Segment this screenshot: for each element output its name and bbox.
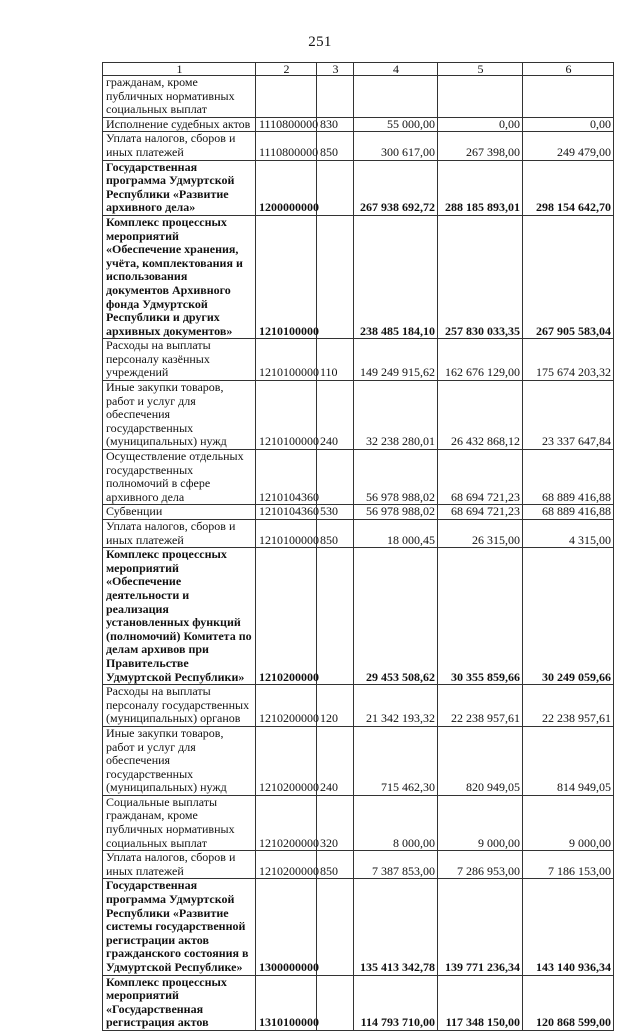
row-amount-year2-cell: 139 771 236,34 [438,879,523,975]
table-header-row [103,63,614,76]
table-row [103,520,614,548]
row-expense-type-cell: 240 [317,381,354,450]
row-amount-year3-cell: 143 140 936,34 [523,879,614,975]
row-amount-year2-cell: 26 315,00 [438,520,523,548]
row-amount-year3-cell: 7 186 153,00 [523,851,614,879]
row-code-cell: 1210104360 [256,505,317,520]
row-amount-year1-cell: 300 617,00 [354,132,438,160]
row-amount-year1-cell: 8 000,00 [354,795,438,850]
row-code-cell: 1210200000 [256,685,317,727]
row-name-cell: Иные закупки товаров, работ и услуг для обеспечения государственных (муниципальных) нужд [103,726,256,795]
table-row [103,160,614,215]
row-amount-year3-cell: 4 315,00 [523,520,614,548]
table-row [103,795,614,850]
row-amount-year2-cell: 7 286 953,00 [438,851,523,879]
row-expense-type-cell [317,76,354,118]
row-amount-year1-cell: 32 238 280,01 [354,381,438,450]
row-amount-year3-cell: 298 154 642,70 [523,160,614,215]
row-name-cell: Государственная программа Удмуртской Республики «Развитие системы государственной регистрации актов гражданского состояния в Удмуртской Республике» [103,879,256,975]
row-name-cell: Исполнение судебных актов [103,117,256,132]
row-name-cell: Расходы на выплаты персоналу государственных (муниципальных) органов [103,685,256,727]
column-header: 5 [438,63,523,76]
table-row [103,975,614,1030]
row-expense-type-cell [317,975,354,1030]
row-amount-year3-cell: 68 889 416,88 [523,450,614,505]
column-header: 2 [256,63,317,76]
row-code-cell: 1300000000 [256,879,317,975]
column-header: 1 [103,63,256,76]
table-row [103,215,614,338]
row-code-cell: 1210200000 [256,726,317,795]
row-amount-year3-cell: 22 238 957,61 [523,685,614,727]
row-name-cell: гражданам, кроме публичных нормативных социальных выплат [103,76,256,118]
row-name-cell: Субвенции [103,505,256,520]
row-amount-year1-cell: 114 793 710,00 [354,975,438,1030]
row-expense-type-cell: 850 [317,520,354,548]
column-header: 6 [523,63,614,76]
table-row [103,132,614,160]
row-amount-year2-cell: 0,00 [438,117,523,132]
row-amount-year2-cell [438,76,523,118]
row-amount-year2-cell: 162 676 129,00 [438,339,523,381]
row-name-cell: Социальные выплаты гражданам, кроме публичных нормативных социальных выплат [103,795,256,850]
row-expense-type-cell: 120 [317,685,354,727]
row-amount-year1-cell: 29 453 508,62 [354,548,438,685]
row-expense-type-cell: 850 [317,851,354,879]
row-amount-year3-cell: 120 868 599,00 [523,975,614,1030]
row-expense-type-cell [317,215,354,338]
table-row [103,450,614,505]
row-amount-year3-cell: 30 249 059,66 [523,548,614,685]
row-amount-year2-cell: 68 694 721,23 [438,505,523,520]
table-row [103,548,614,685]
row-name-cell: Уплата налогов, сборов и иных платежей [103,132,256,160]
row-amount-year3-cell [523,76,614,118]
table-row [103,76,614,118]
row-amount-year2-cell: 68 694 721,23 [438,450,523,505]
row-name-cell: Иные закупки товаров, работ и услуг для обеспечения государственных (муниципальных) нужд [103,381,256,450]
row-code-cell: 1110800000 [256,117,317,132]
row-amount-year1-cell: 135 413 342,78 [354,879,438,975]
row-amount-year1-cell: 238 485 184,10 [354,215,438,338]
table-row [103,851,614,879]
table-row [103,726,614,795]
row-amount-year1-cell: 267 938 692,72 [354,160,438,215]
row-amount-year2-cell: 30 355 859,66 [438,548,523,685]
row-amount-year1-cell: 56 978 988,02 [354,505,438,520]
row-amount-year2-cell: 26 432 868,12 [438,381,523,450]
row-expense-type-cell: 320 [317,795,354,850]
row-name-cell: Государственная программа Удмуртской Республики «Развитие архивного дела» [103,160,256,215]
row-amount-year2-cell: 9 000,00 [438,795,523,850]
row-amount-year1-cell: 715 462,30 [354,726,438,795]
row-amount-year1-cell: 21 342 193,32 [354,685,438,727]
table-row [103,339,614,381]
row-amount-year3-cell: 267 905 583,04 [523,215,614,338]
row-expense-type-cell [317,879,354,975]
row-code-cell: 1200000000 [256,160,317,215]
row-code-cell: 1210200000 [256,548,317,685]
row-name-cell: Расходы на выплаты персоналу казённых учреждений [103,339,256,381]
table-row [103,505,614,520]
row-amount-year2-cell: 820 949,05 [438,726,523,795]
row-code-cell: 1210100000 [256,215,317,338]
row-amount-year2-cell: 22 238 957,61 [438,685,523,727]
row-code-cell: 1210200000 [256,795,317,850]
row-amount-year3-cell: 0,00 [523,117,614,132]
row-expense-type-cell: 110 [317,339,354,381]
row-expense-type-cell: 530 [317,505,354,520]
budget-table [102,62,614,1031]
row-code-cell: 1210100000 [256,520,317,548]
row-code-cell: 1310100000 [256,975,317,1030]
row-expense-type-cell: 830 [317,117,354,132]
column-header: 3 [317,63,354,76]
row-amount-year3-cell: 814 949,05 [523,726,614,795]
row-expense-type-cell [317,450,354,505]
row-name-cell: Комплекс процессных мероприятий «Обеспечение деятельности и реализация установленных функций (полномочий) Комитета по делам архивов при Правительстве Удмуртской Республики» [103,548,256,685]
row-code-cell: 1210104360 [256,450,317,505]
row-code-cell: 1210100000 [256,339,317,381]
row-amount-year3-cell: 68 889 416,88 [523,505,614,520]
row-expense-type-cell: 240 [317,726,354,795]
row-expense-type-cell: 850 [317,132,354,160]
row-amount-year2-cell: 117 348 150,00 [438,975,523,1030]
row-code-cell: 1210200000 [256,851,317,879]
page-number: 251 [308,34,332,50]
row-name-cell: Уплата налогов, сборов и иных платежей [103,851,256,879]
table-body [103,76,614,1031]
row-amount-year1-cell: 7 387 853,00 [354,851,438,879]
row-code-cell [256,76,317,118]
row-amount-year1-cell: 149 249 915,62 [354,339,438,381]
row-amount-year2-cell: 288 185 893,01 [438,160,523,215]
row-amount-year1-cell: 18 000,45 [354,520,438,548]
column-header: 4 [354,63,438,76]
row-amount-year3-cell: 23 337 647,84 [523,381,614,450]
row-expense-type-cell [317,548,354,685]
row-amount-year3-cell: 175 674 203,32 [523,339,614,381]
row-amount-year1-cell: 55 000,00 [354,117,438,132]
row-name-cell: Комплекс процессных мероприятий «Обеспечение хранения, учёта, комплектования и использования документов Архивного фонда Удмуртской Республики и других архивных документов» [103,215,256,338]
row-name-cell: Осуществление отдельных государственных полномочий в сфере архивного дела [103,450,256,505]
row-amount-year3-cell: 249 479,00 [523,132,614,160]
table-row [103,879,614,975]
row-amount-year2-cell: 257 830 033,35 [438,215,523,338]
table-row [103,117,614,132]
row-code-cell: 1210100000 [256,381,317,450]
row-amount-year1-cell: 56 978 988,02 [354,450,438,505]
row-amount-year3-cell: 9 000,00 [523,795,614,850]
row-name-cell: Уплата налогов, сборов и иных платежей [103,520,256,548]
row-amount-year1-cell [354,76,438,118]
row-amount-year2-cell: 267 398,00 [438,132,523,160]
table-row [103,685,614,727]
table-row [103,381,614,450]
row-name-cell: Комплекс процессных мероприятий «Государственная регистрация актов [103,975,256,1030]
row-expense-type-cell [317,160,354,215]
row-code-cell: 1110800000 [256,132,317,160]
